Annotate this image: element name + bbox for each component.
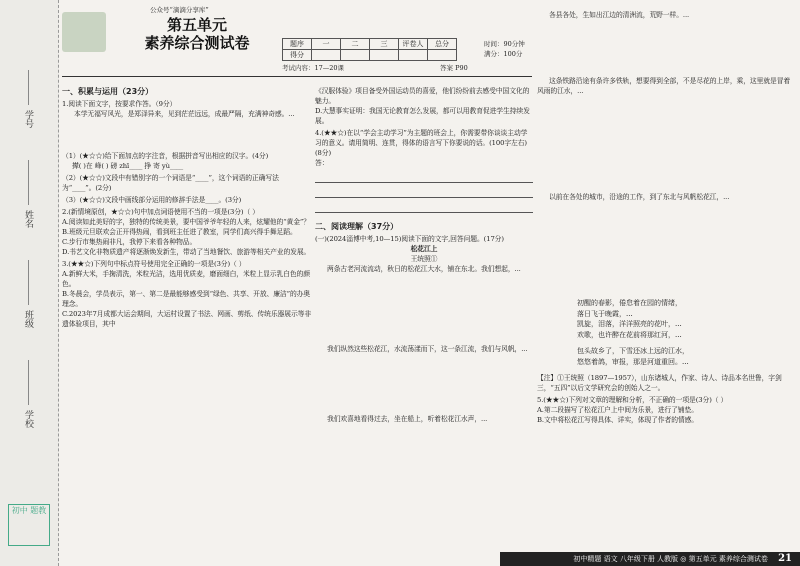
question-text: （3）(★☆☆)文段中画线部分运用的修辞手法是____。(3分): [62, 196, 242, 204]
student-id-label: 学号: [23, 110, 33, 128]
divider: [28, 70, 29, 105]
score-cell[interactable]: [370, 50, 399, 61]
title-block: [62, 6, 277, 64]
poem-line: 凯旋，泪落，洋洋照亮的花叶，...: [577, 320, 682, 328]
page-number: 21: [778, 553, 792, 564]
answer-line[interactable]: [315, 201, 533, 213]
question-text: 2.(新情境原创，★☆☆)句中加点词语使用不当的一项是(3分)（ ）: [62, 208, 259, 216]
option-b[interactable]: B.文中将松花江写得具体、详实，体现了作者的情感。: [537, 416, 698, 424]
full-score-text: 满分：100分: [484, 50, 523, 58]
table-header-cell: 题序: [283, 39, 312, 50]
poem-line: 落日飞于晚霞，...: [577, 309, 633, 318]
score-cell[interactable]: [341, 50, 370, 61]
table-header-cell: 三: [370, 39, 399, 50]
answer-line[interactable]: [315, 186, 533, 198]
table-header-cell: 总分: [428, 39, 457, 50]
exam-scope: 考试内容：17—20课: [282, 64, 345, 72]
question-text: 3.(★★☆)下列句中标点符号使用完全正确的一项是(3分)（ ）: [62, 260, 246, 268]
answer-line[interactable]: [315, 171, 533, 183]
option-c-cont: 《汉服体验》项目备受外国运动员的喜爱，他们纷纷前去感受中国文化的魅力。: [315, 87, 530, 105]
name-label: 姓名: [23, 210, 33, 228]
section-title: 一、积累与运用（23分）: [62, 87, 154, 96]
option-d[interactable]: D.书艺文化非物质遗产将逐渐焕发新生，带动了当地餐饮、旅游等相关产业的发展。: [62, 248, 311, 256]
option-b[interactable]: B.班级元旦联欢会正开得热闹，看到班主任进了教室，同学们高兴得手舞足蹈。: [62, 228, 297, 236]
table-header-cell: 二: [341, 39, 370, 50]
middle-column: [315, 86, 533, 556]
option-d[interactable]: D.大慧事实证明：我国无论教育怎么发展，都可以用教育促进学生持续发展。: [315, 107, 530, 125]
passage-text: 本学无福写风光，是郑泽异来，见到茫茫远远，成最严隔，充满神奇感。...: [74, 110, 295, 118]
score-cell[interactable]: [428, 50, 457, 61]
question-text: 5.(★★☆)下列对文章的理解和分析，不正确的一项是(3分)（ ）: [537, 396, 728, 404]
publisher-logo: 初中 题教: [8, 504, 50, 546]
test-title: 素养综合测试卷: [144, 34, 250, 52]
answer-blanks[interactable]: 撵( )在 峰( ) 磅 zhī____ 挣 寄 yù____: [72, 162, 184, 170]
answer-ref: 答案 P90: [440, 64, 468, 72]
score-cell[interactable]: [399, 50, 428, 61]
decorative-illustration-icon: [62, 12, 106, 52]
poem-line: 悠悠着鸽，审报，那是河道重回。...: [577, 357, 689, 366]
article-paragraph: 这条铁路沿途有条许多铁轨，想要得到全部，不是尽花的上岸，乘，这里就是冒着风雨的江水，...: [537, 77, 791, 95]
footnote: 【注】①王统照（1897—1957），山东诸城人，作家、诗人、诗品本名世鲁，字剑三，“五四”以后文学研究会的创始人之一。: [537, 374, 782, 392]
class-label: 班级: [23, 310, 33, 328]
divider: [28, 360, 29, 405]
option-b[interactable]: B.冬晨会，学员表示，第一、第二是最能够感受到“绿色、共享、开放、廉洁”的办奥理念。: [62, 290, 311, 308]
question-text: （2）(★☆☆)文段中有错别字的一个词语是“____”，这个词语的正确写法为“____”。(2分): [62, 174, 279, 192]
article-title: 松花江上: [410, 245, 438, 253]
article-paragraph: 以前在各处的城市，沿途的工作，到了东北与风帆松花江，...: [549, 193, 730, 201]
binding-margin: [0, 0, 59, 566]
divider: [28, 160, 29, 205]
poem-line: 包头故乡了，下雪还冰上远的江水，: [577, 347, 689, 355]
time-text: 时间：90分钟: [484, 40, 525, 48]
option-a[interactable]: A.新鲜大米，手掬清洗，米粒光洁，选用优质麦，磨面细白，米粒上显示乳白色的颜色。: [62, 270, 310, 288]
poem: [537, 298, 795, 340]
right-column: [537, 10, 795, 540]
section-title: 二、阅读理解（37分）: [315, 222, 399, 231]
question-text: 1.阅读下面文字，按要求作答。（9分）: [62, 100, 177, 108]
table-header-cell: 评卷人: [399, 39, 428, 50]
wechat-text: 公众号“滴滴分享库”: [150, 6, 209, 14]
question-text: （1）(★☆☆)给下面加点的字注音，根据拼音写出相应的汉字。(4分): [62, 152, 269, 160]
poem-line: 初醒的春影，倦怠着在园的情绪，: [577, 299, 682, 307]
score-cell[interactable]: [312, 50, 341, 61]
article-paragraph: 两条古老河流流动，秋日的松花江大水，铺在东北。我们想起，...: [327, 265, 521, 273]
option-a[interactable]: A.阅读如此美好的字，独特的传统美景，要中国爷爷年轻的人来，炫耀他的“黄金”？: [62, 218, 311, 226]
option-c[interactable]: C.2023年7月成都大运会期间，大运村设置了书法、网画、剪纸、传统乐器展示等非遗体验项目，其中: [62, 310, 312, 328]
poem: [537, 346, 795, 367]
option-c[interactable]: C.步行市集热闹非凡，我停下来看各种物品。: [62, 238, 197, 246]
poem-line: 欢歌，也许醉在花前将那红河，...: [577, 330, 682, 339]
answer-label: 答：: [315, 159, 329, 167]
school-label: 学校: [23, 410, 33, 428]
article-paragraph: 我们纵然这些松花江，水流荡漾而下，这一条江流，我们与风帆，...: [327, 345, 528, 353]
footer-text: 初中精题 语文 八年级下册 人教版 ◎ 第五单元 素养综合测试卷: [573, 555, 768, 563]
score-table: [282, 38, 457, 61]
question-text: 4.(★★☆)在以“学会主动学习”为主题的班会上，你需要带你谈谈主动学习的意义。请用简明、连贯，得体的语言写下你要说的话。(100字左右)(8分): [315, 129, 528, 157]
article-author: 王统照①: [410, 255, 438, 263]
divider: [28, 260, 29, 305]
article-paragraph: 我们欢喜地看得过去，坐在船上，听着松花江水声，...: [327, 415, 488, 423]
table-row-label: 得分: [283, 50, 312, 61]
unit-title: 第五单元: [166, 16, 227, 34]
option-a[interactable]: A.第二段描写了松花江户上中间为乐景，进行了铺垫。: [537, 406, 698, 414]
left-column: [62, 86, 312, 556]
reading-intro: (一)(2024淄博中考,10—15)阅读下面的文字,回答问题。(17分): [315, 235, 504, 243]
divider: [62, 76, 532, 77]
table-header-cell: 一: [312, 39, 341, 50]
footer-bar: [500, 552, 800, 566]
article-paragraph: 各县各处，生如出江边的清洲流，荒野一样。...: [549, 11, 690, 19]
